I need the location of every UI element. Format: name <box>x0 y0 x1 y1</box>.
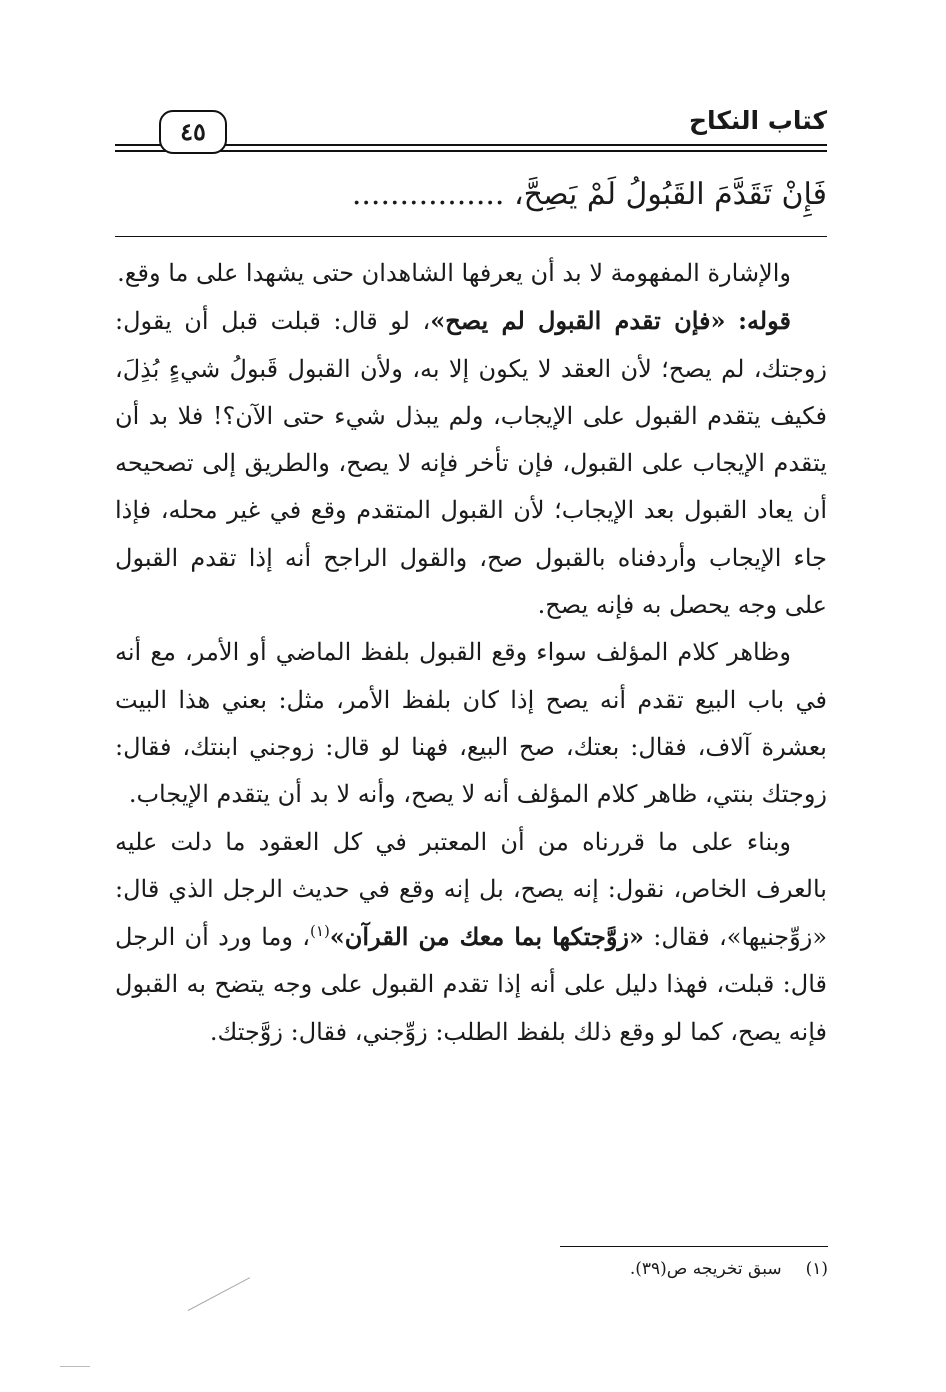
footnote-text: سبق تخريجه ص(٣٩). <box>629 1259 782 1279</box>
paragraph-3: وظاهر كلام المؤلف سواء وقع القبول بلفظ الماضي أو الأمر، مع أنه في باب البيع تقدم أنه يصح إذا كان بلفظ الأمر، مثل: بعني هذا البيت بعشرة آلاف، فقال: بعتك، صح البيع، فهنا لو قال: زوجني ابنتك، فقال: زوجتك بنتي، ظاهر كلام المؤلف أنه لا يصح، وأنه لا بد أن يتقدم الإيجاب. <box>115 638 827 809</box>
footnote <box>630 1254 828 1284</box>
pencil-mark <box>60 1366 90 1367</box>
paragraph-2: قوله: «فإن تقدم القبول لم يصح»، لو قال: قبلت قبل أن يقول: زوجتك، لم يصح؛ لأن العقد لا يكون إلا به، ولأن القبول قَبولُ شيءٍ بُذِلَ، فكيف يتقدم القبول على الإيجاب، ولم يبذل شيء حتى الآن؟! فلا بد أن يتقدم الإيجاب على القبول، فإن تأخر فإنه لا يصح، والطريق إلى تصحيحه أن يعاد القبول بعد الإيجاب؛ لأن القبول المتقدم وقع في غير محله، فإذا جاء الإيجاب وأردفناه بالقبول صح، والقول الراجح أنه إذا تقدم القبول على وجه يحصل به فإنه يصح. <box>115 306 827 620</box>
matn-quote: «فإن تقدم القبول لم يصح» <box>430 306 726 336</box>
matn-line <box>115 170 827 220</box>
paragraph-1: والإشارة المفهومة لا بد أن يعرفها الشاهدان حتى يشهدا على ما وقع. <box>117 259 791 287</box>
matn-text: فَإِنْ تَقَدَّمَ القَبُولُ لَمْ يَصِحَّ، <box>513 177 827 212</box>
footnote-number: (١) <box>805 1259 828 1279</box>
commentary-body <box>115 250 827 1056</box>
footnote-ref: (١) <box>310 922 330 941</box>
matn-separator <box>115 236 827 237</box>
page-number: ٤٥ <box>159 110 227 154</box>
paragraph-label: قوله: <box>738 306 791 336</box>
hadith-quote: «زوَّجتكها بما معك من القرآن» <box>329 922 645 952</box>
paragraph-4: وبناء على ما قررناه من أن المعتبر في كل العقود ما دلت عليه بالعرف الخاص، نقول: إنه يصح، بل إنه وقع في حديث الرجل الذي قال: «زوِّجنيها»، فقال: «زوَّجتكها بما معك من القرآن»$^{(١)}$، وما ورد أن الرجل قال: قبلت، فهذا دليل على أنه إذا تقدم القبول على وجه يتضح به القبول فإنه يصح، كما لو وقع ذلك بلفظ الطلب: زوِّجني، فقال: زوَّجتك. <box>115 827 828 1046</box>
matn-dots: ................ <box>351 177 505 212</box>
footnote-rule <box>560 1246 828 1247</box>
book-title: كتاب النكاح <box>688 106 827 135</box>
page-header <box>115 106 827 158</box>
pencil-mark <box>188 1277 250 1311</box>
